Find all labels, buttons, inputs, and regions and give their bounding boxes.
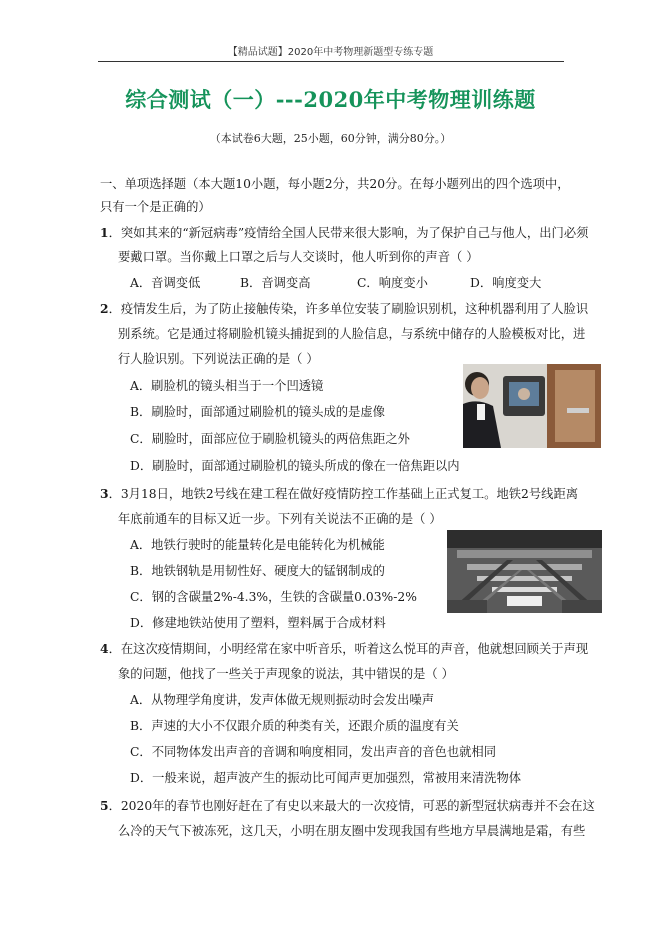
page-header: 【精品试题】2020年中考物理新题型专练专题 — [227, 47, 434, 58]
question-3-option-a: A．地铁行驶时的能量转化是电能转化为机械能 — [130, 538, 385, 552]
question-4-option-b: B．声速的大小不仅跟介质的种类有关，还跟介质的温度有关 — [130, 719, 459, 733]
subway-construction-photo — [447, 530, 602, 613]
question-4-line-1: 4．在这次疫情期间，小明经常在家中听音乐，听着这么悦耳的声音，他就想回顾关于声现 — [100, 641, 589, 656]
question-1-option-d: D．响度变大 — [470, 276, 542, 290]
question-1-line-2: 要戴口罩。当你戴上口罩之后与人交谈时，他人听到你的声音（ ） — [118, 250, 479, 264]
question-2-option-b: B．刷脸时，面部通过刷脸机的镜头成的是虚像 — [130, 405, 385, 419]
question-3-line-1: 3．3月18日，地铁2号线在建工程在做好疫情防控工作基础上正式复工。地铁2号线距离 — [100, 486, 579, 501]
question-4-option-c: C．不同物体发出声音的音调和响度相同，发出声音的音色也就相同 — [130, 745, 497, 759]
question-1-line-1: 1．突如其来的“新冠病毒”疫情给全国人民带来很大影响，为了保护自己与他人，出门必须 — [100, 225, 589, 240]
section-heading-line-2: 只有一个是正确的） — [100, 200, 211, 214]
question-number: 3 — [100, 486, 109, 501]
question-number: 4 — [100, 641, 109, 656]
question-3-option-d: D．修建地铁站使用了塑料，塑料属于合成材料 — [130, 616, 386, 630]
question-1-option-b: B．音调变高 — [240, 276, 311, 290]
question-5-line-2: 么冷的天气下被冻死，这几天，小明在朋友圈中发现我国有些地方早晨满地是霜，有些 — [118, 824, 586, 838]
question-3-option-b: B．地铁钢轨是用韧性好、硬度大的锰钢制成的 — [130, 564, 385, 578]
question-4-option-a: A．从物理学角度讲，发声体做无规则振动时会发出噪声 — [130, 693, 435, 707]
question-1-option-c: C．响度变小 — [357, 276, 428, 290]
question-2-line-3: 行人脸识别。下列说法正确的是（ ） — [118, 352, 319, 366]
question-number: 1 — [100, 225, 109, 240]
face-recognition-photo — [463, 364, 601, 448]
question-5-line-1: 5．2020年的春节也刚好赶在了有史以来最大的一次疫情，可恶的新型冠状病毒并不会在这 — [100, 798, 595, 813]
question-number: 5 — [100, 798, 109, 813]
question-4-line-2: 象的问题，他找了一些关于声现象的说法，其中错误的是（ ） — [118, 667, 454, 681]
question-number: 2 — [100, 301, 109, 316]
exam-subtitle: （本试卷6大题，25小题，60分钟，满分80分。） — [209, 132, 452, 145]
question-1-option-a: A．音调变低 — [130, 276, 201, 290]
question-2-line-1: 2．疫情发生后，为了防止接触传染，许多单位安装了刷脸识别机，这种机器利用了人脸识 — [100, 301, 589, 316]
question-2-option-c: C．刷脸时，面部应位于刷脸机镜头的两倍焦距之外 — [130, 432, 410, 446]
question-2-line-2: 别系统。它是通过将刷脸机镜头捕捉到的人脸信息，与系统中储存的人脸模板对比，进 — [118, 327, 586, 341]
section-heading-line-1: 一、单项选择题（本大题10小题，每小题2分，共20分。在每小题列出的四个选项中， — [100, 177, 570, 191]
question-4-option-d: D．一般来说，超声波产生的振动比可闻声更加强烈，常被用来清洗物体 — [130, 771, 522, 785]
exam-title: 综合测试（一）---2020年中考物理训练题 — [125, 87, 536, 112]
question-2-option-a: A．刷脸机的镜头相当于一个凹透镜 — [130, 379, 324, 393]
header-divider — [98, 61, 564, 62]
question-3-option-c: C．钢的含碳量2%-4.3%，生铁的含碳量0.03%-2% — [130, 590, 417, 604]
question-2-option-d: D．刷脸时，面部通过刷脸机的镜头所成的像在一倍焦距以内 — [130, 459, 460, 473]
question-3-line-2: 年底前通车的目标又近一步。下列有关说法不正确的是（ ） — [118, 512, 442, 526]
